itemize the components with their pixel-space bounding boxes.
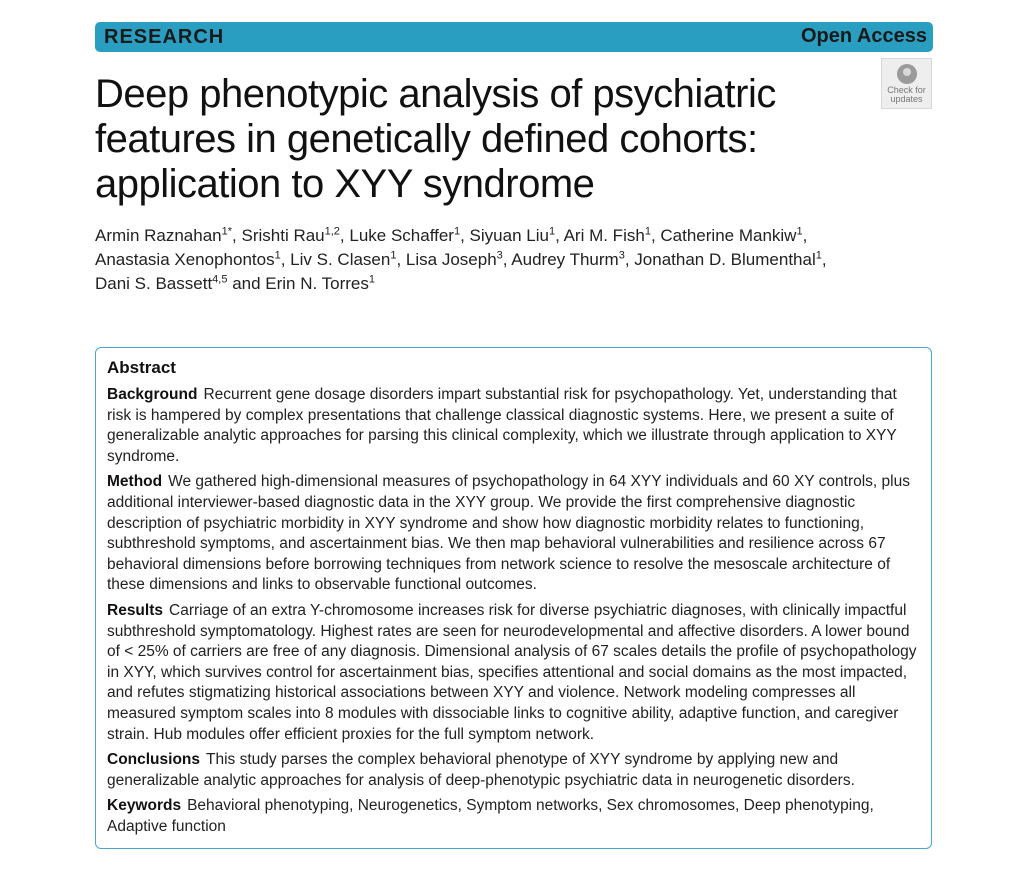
author-separator: , (460, 226, 470, 245)
author-name: Catherine Mankiw (660, 226, 797, 245)
abstract-box (95, 347, 932, 849)
section-text: We gathered high-dimensional measures of psychopathology in 64 XYY individuals and 60 XY controls, plus additional interviewer-based diagnostic data in the XYY group. We provide the first comprehensive diagnostic description of psychiatric morbidity in XYY syndrome and show how diagnostic morbidity relates to functioning, subthreshold symptoms, and ascertainment bias. We then map behavioral vulnerabilities and resilience across 67 behavioral dimensions before borrowing techniques from network science to resolve the mesoscale architecture of these dimensions and links to observable functional outcomes. (107, 473, 910, 594)
section-label: Background (107, 386, 198, 403)
section-text: Recurrent gene dosage disorders impart substantial risk for psychopathology. Yet, understanding that risk is hampered by complex presentations that challenge classical diagnostic systems. Here, we present a suite of generalizable analytic approaches for parsing this clinical complexity, which we illustrate through application to XYY syndrome. (107, 386, 897, 465)
author-affiliation: 1 (274, 249, 281, 262)
author-name: Armin Raznahan (95, 226, 222, 245)
author-affiliation: 3 (618, 249, 625, 262)
abstract-section-conclusions (107, 750, 919, 791)
author-separator: , (821, 250, 827, 269)
abstract-section-method (107, 472, 919, 596)
author-separator: , (555, 226, 564, 245)
abstract-section-results (107, 601, 919, 745)
section-label: Method (107, 473, 163, 491)
author-list (95, 224, 835, 296)
author-separator: , (650, 226, 661, 245)
section-label: RESEARCH (104, 26, 225, 48)
author-separator: , (624, 250, 635, 269)
check-updates-icon (897, 64, 917, 84)
section-text: This study parses the complex behavioral phenotype of XYY syndrome by applying new and generalizable analytic approaches for analysis of deep-phenotypic psychiatric data in neurogenetic disorders. (107, 751, 855, 789)
author-affiliation: 1 (368, 273, 376, 286)
author-name: Anastasia Xenophontos (95, 250, 275, 269)
author-affiliation: 4,5 (212, 273, 228, 286)
author-name: Srishti Rau (241, 226, 325, 245)
author-affiliation: 1 (390, 249, 397, 262)
author-separator: , (232, 226, 242, 245)
author-affiliation: 1 (644, 225, 651, 238)
abstract-section-keywords (107, 796, 919, 837)
author-separator: , (339, 226, 350, 245)
abstract-section-background (107, 385, 919, 467)
author-separator: and (227, 274, 266, 293)
author-affiliation: 1 (815, 249, 822, 262)
check-updates-text: Check for updates (887, 85, 926, 104)
author-name: Audrey Thurm (511, 250, 619, 269)
author-name: Liv S. Clasen (290, 250, 391, 269)
author-name: Erin N. Torres (265, 274, 369, 293)
author-affiliation: 1 (453, 225, 461, 238)
author-separator: , (802, 226, 808, 245)
section-label: Keywords (107, 797, 182, 815)
author-name: Jonathan D. Blumenthal (634, 250, 816, 269)
section-text: Carriage of an extra Y-chromosome increases risk for diverse psychiatric diagnoses, with clinically impactful subthreshold symptomatology. Highest rates are seen for neurodevelopmental and affective disorders. A lower bound of < 25% of carriers are free of any diagnosis. Dimensional analysis of 67 scales details the profile of psychopathology in XYY, which survives control for ascertainment bias, specifies attentional and social domains as the most impacted, and refutes stigmatizing historical associations between XYY and violence. Network modeling compresses all measured symptom scales into 8 modules with dissociable links to cognitive ability, adaptive function, and caregiver strain. Hub modules offer efficient proxies for the full symptom network. (107, 601, 917, 743)
author-affiliation: 3 (496, 249, 503, 262)
abstract-sections (107, 385, 919, 837)
author-name: Ari M. Fish (563, 226, 645, 245)
section-label: Results (107, 601, 163, 619)
author-separator: , (280, 250, 291, 269)
abstract-heading: Abstract (107, 358, 176, 377)
author-name: Lisa Joseph (405, 250, 497, 269)
open-access-label: Open Access (801, 25, 927, 47)
author-affiliation: 1,2 (324, 225, 340, 238)
section-label: Conclusions (107, 751, 201, 769)
author-affiliation: 1 (548, 225, 556, 238)
author-affiliation: 1* (221, 225, 233, 238)
header-bar (95, 22, 933, 52)
author-separator: , (502, 250, 512, 269)
author-name: Dani S. Bassett (95, 274, 213, 293)
author-separator: , (396, 250, 406, 269)
author-name: Siyuan Liu (469, 226, 549, 245)
paper-title: Deep phenotypic analysis of psychiatric features in genetically defined cohorts: application to XYY syndrome (95, 72, 776, 206)
author-affiliation: 1 (796, 225, 803, 238)
check-for-updates-badge[interactable] (881, 58, 932, 109)
author-name: Luke Schaffer (349, 226, 454, 245)
section-text: Behavioral phenotyping, Neurogenetics, Symptom networks, Sex chromosomes, Deep phenotyping, Adaptive function (107, 797, 874, 835)
